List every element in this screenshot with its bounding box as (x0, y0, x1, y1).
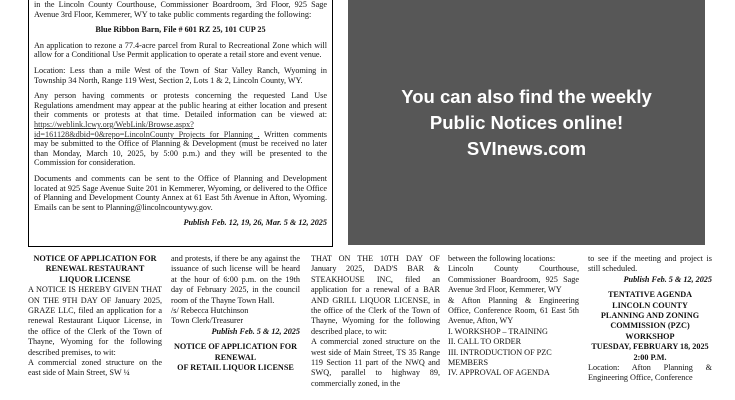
notice-written-comments: Written comments may be submitted to the Office of Planning & Development (must be received no later than Monday, March 10, 2025, by 5:00 p.m.) and they will be presented to the Commission for consideration. (34, 129, 327, 168)
col2-body: and protests, if there be any against the issuance of such license will be heard at the hour of 6:00 p.m. on the 19th day of February 2025, in the council room of the Thayne Town Hall. (171, 254, 300, 305)
notice-para-comments (34, 91, 327, 168)
agenda-item-4: IV. APPROVAL OF AGENDA (448, 368, 550, 378)
column-pzc-agenda (588, 254, 712, 400)
notice-comments-text: Any person having comments or protests concerning the requested Land Use Regulations amendment may appear at the public hearing at either location and present their comments or protests at that time. Detailed information can be viewed at: (34, 91, 327, 120)
col4-body: between the following locations: (448, 254, 556, 263)
column-dads-bar-notice (311, 254, 440, 400)
notice-para-location: Location: Less than a mile West of the Town of Star Valley Ranch, Wyoming in Township 34 North, Range 119 West, Section 2, Lots 1 & 2, Lincoln County, WY. (34, 65, 327, 85)
col2-signature-title: Town Clerk/Treasurer (171, 316, 244, 326)
col3-body-2: A commercial zoned structure on the west side of Main Street, TS 35 Range 119 Section 11 part of the NWQ and SWQ, parallel to highway 89, commercially zoned, in the (311, 337, 440, 388)
col1-heading-3: LIQUOR LICENSE (59, 274, 131, 284)
notice-para-documents: Documents and comments can be sent to the Office of Planning and Development located at 925 Sage Avenue Suite 201 in Kemmerer, Wyoming, or delivered to the Office of Planning and Development County Annex at 61 East 5th Avenue in Afton, Wyoming. Emails can be sent to Planning@lincolncountywy.gov. (34, 173, 327, 212)
col5-heading-7: 2:00 P.M. (633, 352, 667, 362)
col5-heading-4: COMMISSION (PZC) (610, 321, 690, 331)
col5-heading-5: WORKSHOP (625, 331, 675, 341)
agenda-item-3: III. INTRODUCTION OF PZC MEMBERS (448, 347, 552, 368)
column-graze-notice (28, 254, 162, 400)
col3-body: THAT ON THE 10TH DAY OF January 2025, DAD'S BAR & STEAKHOUSE INC, filed an application for a renewal of a BAR AND GRILL LIQUOR LICENSE, in the office of the Clerk of the Town of Thayne, Wyoming for the following described place, to wit: (311, 254, 440, 336)
col2-signature: /s/ Rebecca Hutchinson (171, 306, 249, 316)
col1-heading-1: NOTICE OF APPLICATION FOR (33, 254, 157, 263)
banner-line-3[interactable]: SVInews.com (466, 137, 587, 159)
banner-line-1: You can also find the weekly (401, 85, 652, 107)
notice-title: Blue Ribbon Barn, File # 601 RZ 25, 101 CUP 25 (95, 25, 266, 35)
col4-location-2: & Afton Planning & Engineering Office, Conference Room, 61 East 5th Avenue, Afton, WY (448, 295, 579, 326)
notice-publish-dates: Publish Feb. 12, 19, 26, Mar. 5 & 12, 2025 (183, 218, 327, 228)
col5-publish: Publish Feb. 5 & 12, 2025 (623, 274, 712, 284)
weblink-link[interactable]: https://weblink.lcwy.org/WebLink/Browse.aspx?id=161128&dbid=0&repo=LincolnCounty Projects for Planning . (34, 119, 260, 139)
banner-line-2: Public Notices online! (429, 111, 624, 133)
public-hearing-notice (28, 0, 333, 247)
column-thayne-hearing (171, 254, 300, 400)
col5-heading-6: TUESDAY, FEBRUARY 18, 2025 (591, 342, 709, 352)
col5-heading-3: PLANNING AND ZONING (600, 311, 700, 321)
svinews-banner (348, 0, 705, 245)
col2-publish: Publish Feb. 5 & 12, 2025 (211, 326, 300, 336)
col5-body: to see if the meeting and project is still scheduled. (588, 254, 712, 274)
col2-heading-3: OF RETAIL LIQUOR LICENSE (177, 363, 294, 373)
agenda-item-2: II. CALL TO ORDER (448, 337, 522, 347)
col5-heading-1: TENTATIVE AGENDA (607, 290, 693, 300)
col2-heading-2: RENEWAL (214, 352, 257, 362)
agenda-item-1: I. WORKSHOP – TRAINING (448, 326, 548, 336)
col5-location: Location: Afton Planning & Engineering Office, Conference (588, 363, 712, 383)
col1-body: A NOTICE IS HEREBY GIVEN THAT ON THE 9TH DAY OF January 2025, GRAZE LLC, filed an application for a renewal Restaurant Liquor License, in the office of the Clerk of the Town of Thayne, Wyoming for the following described premises, to wit: (28, 285, 162, 357)
notice-intro: in the Lincoln County Courthouse, Commissioner Boardroom, 3rd Floor, 925 Sage Avenue 3rd Floor, Kemmerer, WY to take public comments regarding the following: (34, 0, 327, 19)
notice-para-rezone: An application to rezone a 77.4-acre parcel from Rural to Recreational Zone which will allow for a Conditional Use Permit application to operate a retail store and event venue. (34, 40, 327, 60)
col2-heading-1: NOTICE OF APPLICATION FOR (173, 342, 298, 352)
column-pzc-locations (448, 254, 579, 400)
col1-heading-2: RENEWAL RESTAURANT (45, 264, 145, 274)
col5-heading-2: LINCOLN COUNTY (612, 300, 688, 310)
col1-body-2: A commercial zoned structure on the east side of Main Street, SW ¼ (28, 358, 162, 378)
col4-location-1: Lincoln County Courthouse, Commissioner Boardroom, 925 Sage Avenue 3rd Floor, Kemmerer, WY (448, 264, 579, 295)
